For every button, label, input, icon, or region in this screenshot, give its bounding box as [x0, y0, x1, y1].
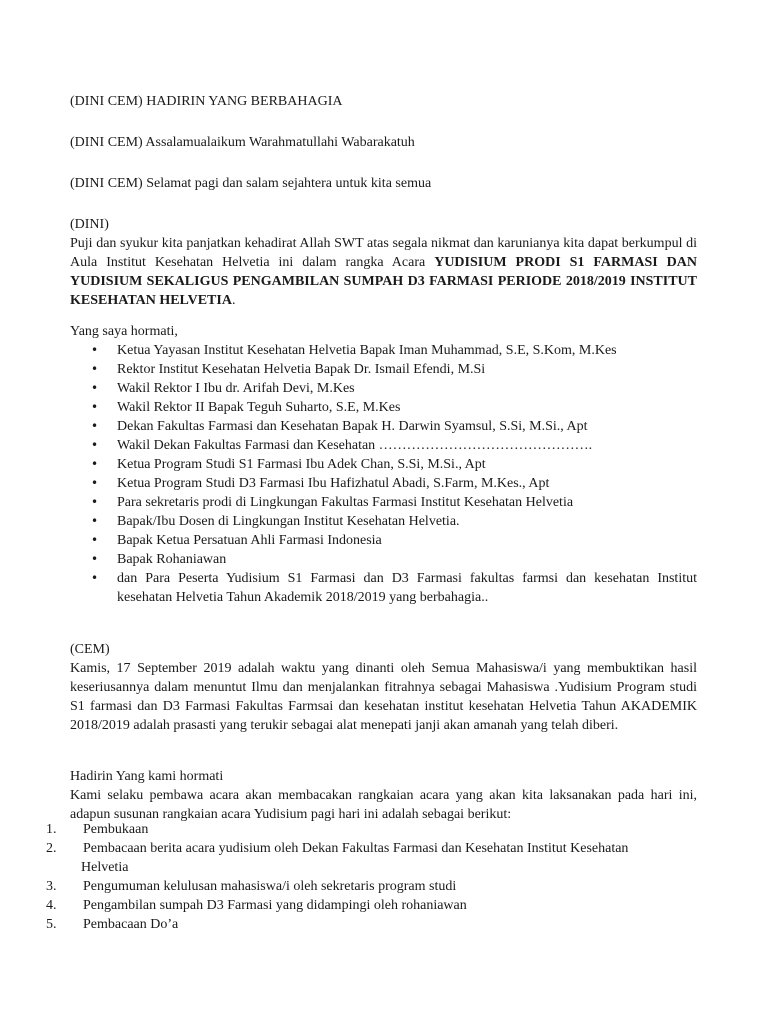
greeting-salam: (DINI CEM) Assalamualaikum Warahmatullahi Wabarakatuh — [70, 135, 415, 150]
list-item-text: Bapak Ketua Persatuan Ahli Farmasi Indonesia — [117, 533, 382, 548]
list-number: 3. — [46, 879, 57, 894]
dini-paragraph — [70, 234, 697, 310]
list-number: 5. — [46, 917, 57, 932]
list-item — [46, 896, 697, 915]
list-item-continuation: Helvetia — [81, 860, 129, 875]
list-item-text: Pembacaan berita acara yudisium oleh Dekan Fakultas Farmasi dan Kesehatan Institut Kesehatan — [83, 841, 629, 856]
list-number: 4. — [46, 898, 57, 913]
dini-end: . — [231, 293, 236, 308]
bullet-icon: • — [91, 533, 99, 547]
speaker-cem: (CEM) — [70, 642, 110, 657]
bullet-icon: • — [91, 419, 99, 433]
list-item — [46, 820, 697, 839]
list-item-text: Rektor Institut Kesehatan Helvetia Bapak Dr. Ismail Efendi, M.Si — [117, 362, 486, 377]
agenda-heading: Hadirin Yang kami hormati — [70, 769, 224, 784]
list-item-text: Wakil Dekan Fakultas Farmasi dan Kesehatan ………………………………………. — [117, 438, 593, 453]
list-item — [70, 569, 697, 607]
list-item-text: Bapak/Ibu Dosen di Lingkungan Institut Kesehatan Helvetia. — [117, 514, 460, 529]
list-item-text: Ketua Yayasan Institut Kesehatan Helvetia Bapak Iman Muhammad, S.E, S.Kom, M.Kes — [117, 343, 617, 358]
bullet-icon: • — [91, 552, 99, 566]
list-item — [70, 379, 697, 398]
cem-paragraph: Kamis, 17 September 2019 adalah waktu yang dinanti oleh Semua Mahasiswa/i yang membuktikan hasil keseriusannya dalam menuntut Ilmu dan menjalankan fitrahnya sebagai Mahasiswa .Yudisium Program studi S1 farmasi dan D3 Farmasi Fakultas Farmsai dan kesehatan institut kesehatan Helvetia Tahun AKADEMIK 2018/2019 adalah prasasti yang terukir sebagai alat menepati janji akan amanah yang telah diberi. — [70, 661, 697, 733]
list-item — [70, 455, 697, 474]
list-item — [70, 341, 697, 360]
list-item — [70, 436, 697, 455]
list-item-text: Ketua Program Studi S1 Farmasi Ibu Adek Chan, S.Si, M.Si., Apt — [117, 457, 486, 472]
list-item-text: Pembacaan Do’a — [83, 917, 179, 932]
list-item-text: Wakil Rektor II Bapak Teguh Suharto, S.E, M.Kes — [117, 400, 401, 415]
list-item — [46, 877, 697, 896]
list-item-text: Ketua Program Studi D3 Farmasi Ibu Hafizhatul Abadi, S.Farm, M.Kes., Apt — [117, 476, 550, 491]
event-title: YUDISIUM PRODI S1 FARMASI DAN YUDISIUM SEKALIGUS PENGAMBILAN SUMPAH D3 FARMASI PERIODE 2018/2019 INSTITUT KESEHATAN HELVETIA — [70, 255, 697, 308]
greeting-hadirin: (DINI CEM) HADIRIN YANG BERBAHAGIA — [70, 94, 343, 109]
list-item — [70, 360, 697, 379]
list-item-text: Pengambilan sumpah D3 Farmasi yang didampingi oleh rohaniawan — [83, 898, 467, 913]
list-item — [46, 839, 697, 877]
list-item — [70, 398, 697, 417]
bullet-icon: • — [91, 571, 99, 585]
list-number: 1. — [46, 822, 57, 837]
list-item — [70, 512, 697, 531]
list-item-text: Pengumuman kelulusan mahasiswa/i oleh sekretaris program studi — [83, 879, 457, 894]
honored-title: Yang saya hormati, — [70, 324, 178, 339]
speaker-dini: (DINI) — [70, 217, 109, 232]
list-number: 2. — [46, 841, 57, 856]
list-item-text: Para sekretaris prodi di Lingkungan Fakultas Farmasi Institut Kesehatan Helvetia — [117, 495, 574, 510]
bullet-icon: • — [91, 343, 99, 357]
bullet-icon: • — [91, 438, 99, 452]
list-item-text: Dekan Fakultas Farmasi dan Kesehatan Bapak H. Darwin Syamsul, S.Si, M.Si., Apt — [117, 419, 588, 434]
list-item — [70, 493, 697, 512]
list-item — [70, 474, 697, 493]
list-item — [46, 915, 697, 934]
list-item-text: dan Para Peserta Yudisium S1 Farmasi dan D3 Farmasi fakultas farmsi dan kesehatan Institut kesehatan Helvetia Tahun Akademik 2018/2019 yang berbahagia.. — [117, 571, 697, 605]
bullet-icon: • — [91, 400, 99, 414]
bullet-icon: • — [91, 457, 99, 471]
bullet-icon: • — [91, 495, 99, 509]
list-item-text: Wakil Rektor I Ibu dr. Arifah Devi, M.Kes — [117, 381, 355, 396]
bullet-icon: • — [91, 381, 99, 395]
bullet-icon: • — [91, 362, 99, 376]
dini-text: Puji dan syukur kita panjatkan kehadirat Allah SWT atas segala nikmat dan karunianya kita dapat berkumpul di Aula Institut Kesehatan Helvetia ini dalam rangka Acara — [70, 236, 697, 270]
list-item — [70, 417, 697, 436]
list-item-text: Pembukaan — [83, 822, 149, 837]
bullet-icon: • — [91, 514, 99, 528]
agenda-list — [46, 820, 697, 934]
list-item — [70, 531, 697, 550]
bullet-icon: • — [91, 476, 99, 490]
list-item-text: Bapak Rohaniawan — [117, 552, 227, 567]
greeting-selamat-pagi: (DINI CEM) Selamat pagi dan salam sejahtera untuk kita semua — [70, 176, 432, 191]
honored-guest-list — [70, 341, 697, 607]
list-item — [70, 550, 697, 569]
agenda-intro-paragraph: Kami selaku pembawa acara akan membacakan rangkaian acara yang akan kita laksanakan pada hari ini, adapun susunan rangkaian acara Yudisium pagi hari ini adalah sebagai berikut: — [70, 788, 697, 822]
